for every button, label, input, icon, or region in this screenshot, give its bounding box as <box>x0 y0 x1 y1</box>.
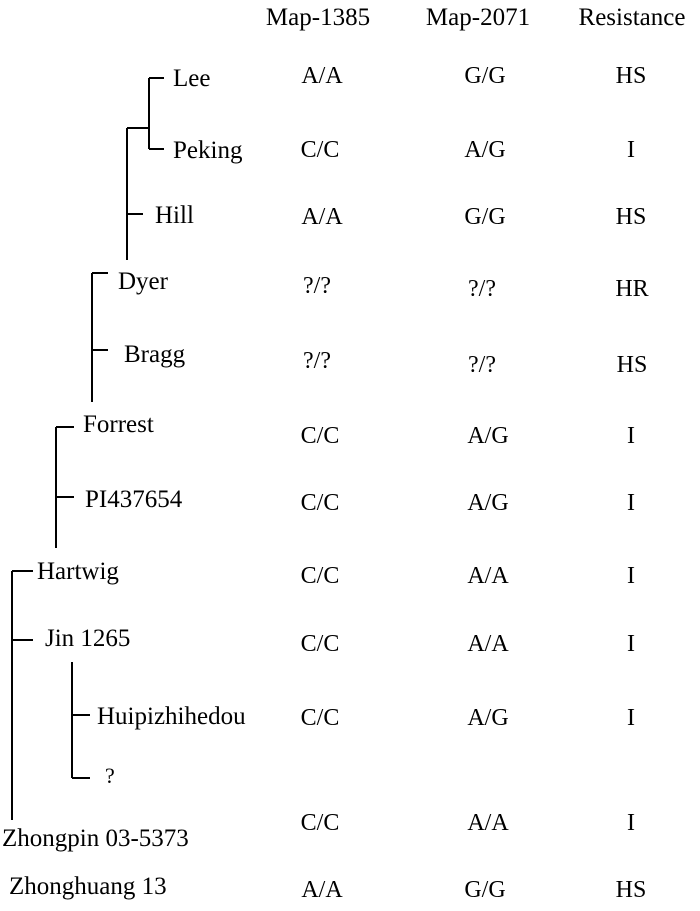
variety-name-lee: Lee <box>173 65 211 92</box>
genotype-map1385-hartwig: C/C <box>300 563 340 589</box>
resistance-pi437654: I <box>627 490 635 516</box>
genotype-map1385-jin-1265: C/C <box>300 631 340 657</box>
variety-name-hill: Hill <box>155 202 194 229</box>
genotype-map2071-pi437654: A/G <box>467 490 509 516</box>
genotype-map1385-hill: A/A <box>301 204 343 230</box>
genotype-map2071-jin-1265: A/A <box>467 631 509 657</box>
variety-name-peking: Peking <box>173 137 243 164</box>
variety-name-jin-1265: Jin 1265 <box>45 625 131 652</box>
genotype-map1385-peking: C/C <box>300 137 340 163</box>
variety-name-bragg: Bragg <box>124 341 186 368</box>
resistance-zhonghuang-13: HS <box>615 877 647 903</box>
genotype-map2071-huipizhihedou: A/G <box>467 705 509 731</box>
genotype-map1385-lee: A/A <box>301 63 343 89</box>
column-header-map-2071: Map-2071 <box>425 4 531 31</box>
genotype-map1385-forrest: C/C <box>300 423 340 449</box>
genotype-map2071-lee: G/G <box>464 63 506 89</box>
variety-name-pi437654: PI437654 <box>85 486 183 513</box>
genotype-map1385-zhongpin-03-5373: C/C <box>300 810 340 836</box>
genotype-map1385-zhonghuang-13: A/A <box>301 877 343 903</box>
genotype-map2071-hartwig: A/A <box>467 563 509 589</box>
genotype-map1385-dyer: ?/? <box>303 273 331 299</box>
genotype-map1385-pi437654: C/C <box>300 490 340 516</box>
genotype-map2071-hill: G/G <box>464 204 506 230</box>
resistance-jin-1265: I <box>627 631 635 657</box>
genotype-map2071-zhonghuang-13: G/G <box>464 877 506 903</box>
genotype-map2071-forrest: A/G <box>467 423 509 449</box>
variety-name-hartwig: Hartwig <box>37 558 119 585</box>
genotype-map2071-bragg: ?/? <box>468 352 496 378</box>
resistance-lee: HS <box>615 63 647 89</box>
genotype-map2071-dyer: ?/? <box>468 276 496 302</box>
column-header-map-1385: Map-1385 <box>265 4 371 31</box>
genotype-map2071-zhongpin-03-5373: A/A <box>467 810 509 836</box>
column-header-resistance: Resistance <box>578 4 686 31</box>
genotype-map1385-huipizhihedou: C/C <box>300 705 340 731</box>
resistance-hill: HS <box>615 204 647 230</box>
variety-name-zhongpin-03-5373: Zhongpin 03-5373 <box>2 825 189 852</box>
genotype-map2071-peking: A/G <box>464 137 506 163</box>
variety-name-zhonghuang-13: Zhonghuang 13 <box>9 873 167 900</box>
resistance-huipizhihedou: I <box>627 705 635 731</box>
resistance-forrest: I <box>627 423 635 449</box>
resistance-hartwig: I <box>627 563 635 589</box>
resistance-dyer: HR <box>615 276 649 302</box>
variety-name-huipizhihedou: Huipizhihedou <box>97 703 246 730</box>
resistance-bragg: HS <box>616 352 648 378</box>
resistance-zhongpin-03-5373: I <box>627 810 635 836</box>
variety-name-dyer: Dyer <box>118 268 168 295</box>
genotype-map1385-bragg: ?/? <box>303 348 331 374</box>
variety-name-forrest: Forrest <box>83 411 154 438</box>
resistance-peking: I <box>627 137 635 163</box>
variety-name-unknown: ? <box>105 763 115 788</box>
